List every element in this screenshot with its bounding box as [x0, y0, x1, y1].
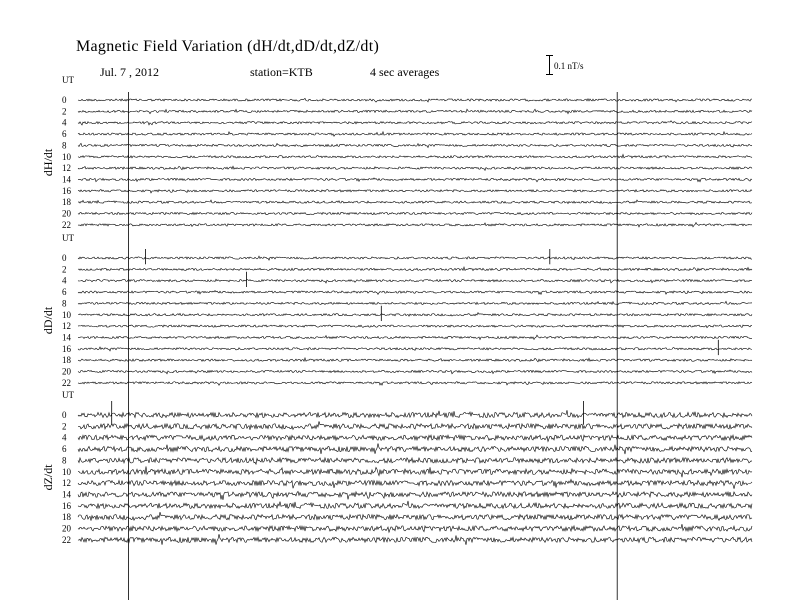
panel-ut-label: UT [62, 75, 74, 85]
trace-line [78, 358, 752, 362]
trace-line [78, 121, 752, 125]
row-label: 18 [62, 512, 71, 523]
row-label: 14 [62, 489, 71, 500]
date-label: Jul. 7 , 2012 [100, 65, 160, 79]
trace-line [78, 443, 752, 454]
scale-label: 0.1 nT/s [554, 61, 584, 71]
row-label: 18 [62, 355, 71, 366]
trace-line [78, 200, 752, 204]
row-label: 2 [62, 421, 67, 432]
trace-line [78, 325, 752, 328]
trace-line [78, 382, 752, 386]
panel-ut-label: UT [62, 390, 74, 400]
row-label: 8 [62, 140, 67, 151]
trace-line [78, 370, 752, 374]
chart-title: Magnetic Field Variation (dH/dt,dD/dt,dZ/dt) [76, 38, 380, 55]
averages-label: 4 sec averages [370, 65, 440, 79]
trace-line [78, 313, 752, 317]
row-label: 4 [62, 432, 67, 443]
trace-line [78, 491, 752, 499]
row-label: 10 [62, 466, 71, 477]
trace-line [78, 301, 752, 304]
trace-line [78, 132, 752, 136]
row-label: 0 [62, 410, 67, 420]
trace-line [78, 466, 752, 477]
trace-line [78, 178, 752, 182]
row-label: 22 [62, 377, 71, 388]
trace-line [78, 256, 752, 260]
row-label: 4 [62, 117, 67, 128]
row-label: 16 [62, 185, 71, 196]
row-label: 22 [62, 219, 71, 230]
row-label: 0 [62, 253, 67, 263]
row-label: 10 [62, 151, 71, 162]
trace-line [78, 479, 752, 488]
panel-ylabel: dZ/dt [41, 464, 55, 491]
trace-line [78, 410, 752, 417]
trace-line [78, 435, 752, 441]
trace-line [78, 279, 752, 283]
row-label: 20 [62, 523, 71, 534]
trace-line [78, 347, 752, 351]
row-label: 0 [62, 95, 67, 105]
row-label: 12 [62, 478, 71, 489]
trace-line [78, 267, 752, 271]
trace-line [78, 212, 752, 214]
row-label: 10 [62, 309, 71, 320]
row-label: 20 [62, 208, 71, 219]
trace-line [78, 335, 752, 339]
row-label: 14 [62, 174, 71, 185]
trace-line [78, 98, 752, 102]
trace-line [78, 154, 752, 158]
trace-line [78, 421, 752, 430]
row-label: 22 [62, 534, 71, 545]
row-label: 12 [62, 163, 71, 174]
row-label: 20 [62, 366, 71, 377]
row-label: 4 [62, 275, 67, 286]
trace-line [78, 109, 752, 113]
row-label: 12 [62, 321, 71, 332]
row-label: 2 [62, 264, 67, 275]
trace-line [78, 512, 752, 521]
row-label: 8 [62, 298, 67, 309]
panel-ut-label: UT [62, 233, 74, 243]
trace-line [78, 534, 752, 545]
trace-line [78, 458, 752, 464]
trace-line [78, 143, 752, 147]
station-label: station=KTB [250, 65, 313, 79]
row-label: 14 [62, 332, 71, 343]
trace-line [78, 291, 752, 295]
trace-line [78, 222, 752, 226]
trace-line [78, 524, 752, 532]
row-label: 6 [62, 129, 67, 140]
row-label: 6 [62, 444, 67, 455]
trace-line [78, 190, 752, 193]
trace-line [78, 501, 752, 508]
row-label: 2 [62, 106, 67, 117]
trace-line [78, 166, 752, 170]
row-label: 18 [62, 197, 71, 208]
row-label: 16 [62, 343, 71, 354]
row-label: 8 [62, 455, 67, 466]
row-label: 16 [62, 500, 71, 511]
panel-ylabel: dH/dt [41, 148, 55, 177]
row-label: 6 [62, 287, 67, 298]
panel-ylabel: dD/dt [41, 306, 55, 335]
